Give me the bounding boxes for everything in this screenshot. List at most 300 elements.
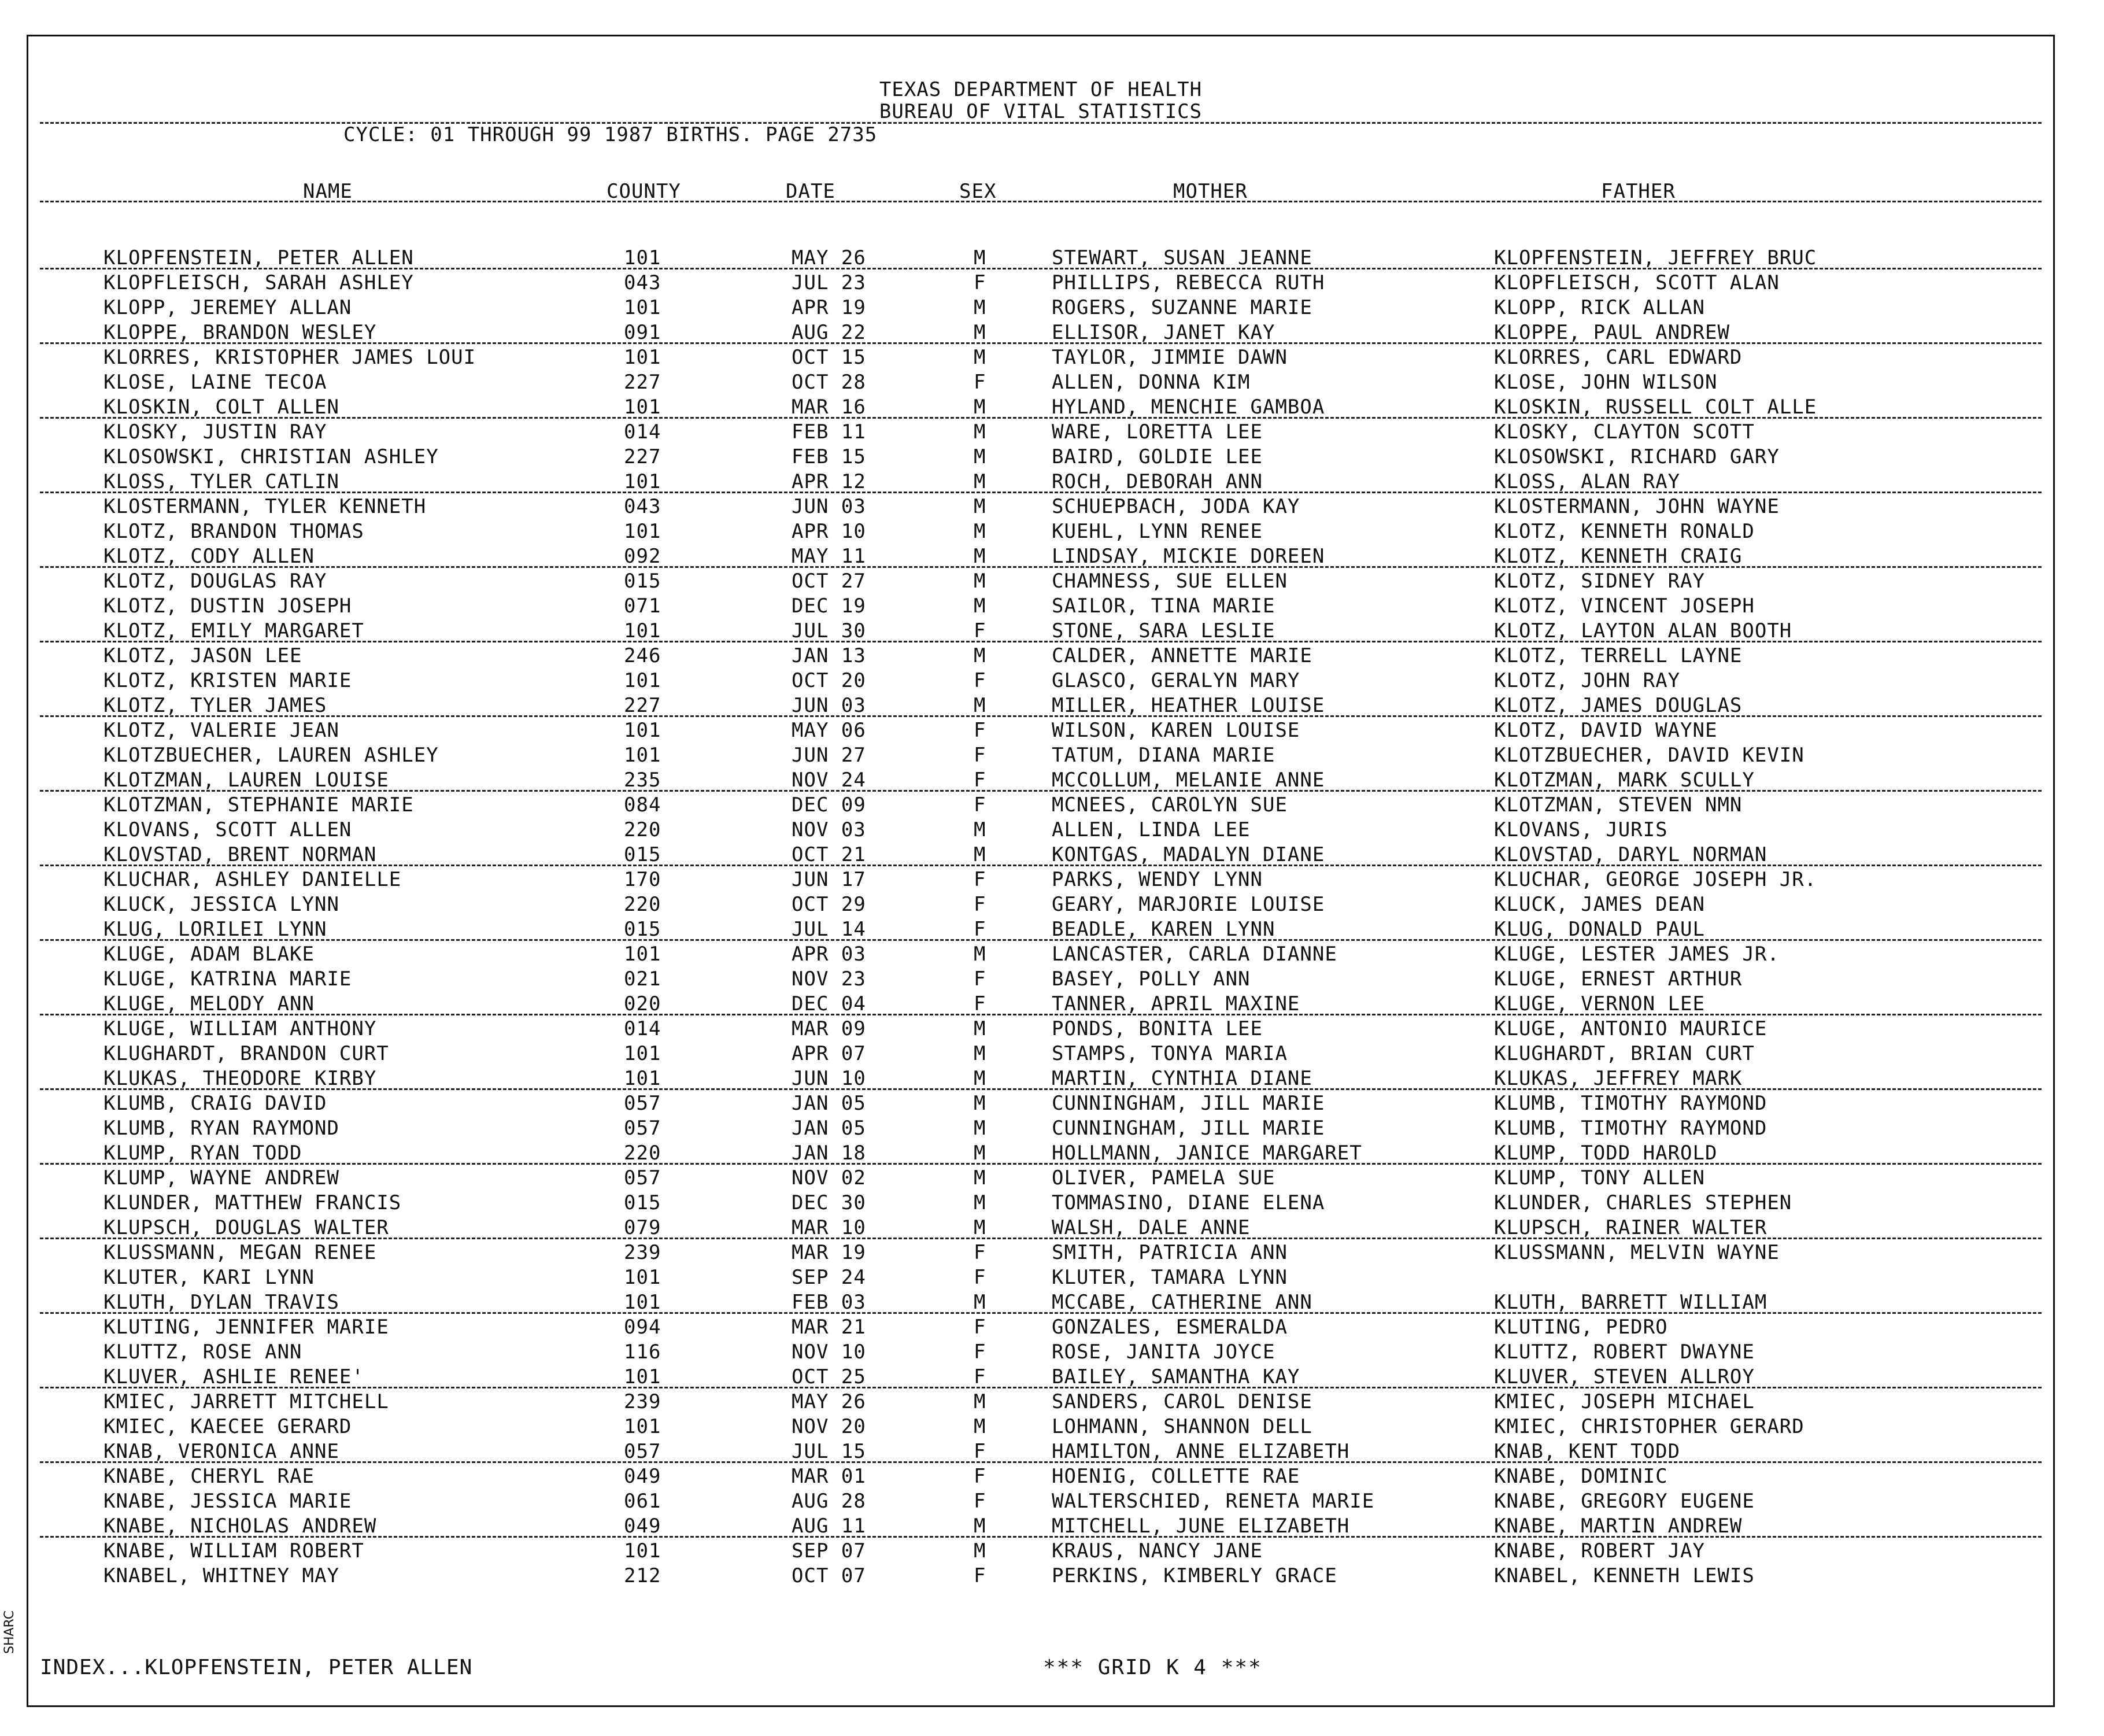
date-cell: JAN 05 — [792, 1092, 866, 1115]
name-cell: KLOPPE, BRANDON WESLEY — [103, 321, 377, 344]
county-cell: 235 — [624, 769, 661, 792]
sex-cell: M — [974, 420, 986, 444]
table-row — [28, 892, 2053, 917]
mother-cell: LINDSAY, MICKIE DOREEN — [1052, 545, 1325, 568]
mother-cell: BAIRD, GOLDIE LEE — [1052, 445, 1263, 468]
father-cell: KLUG, DONALD PAUL — [1494, 918, 1705, 941]
name-cell: KLUGE, ADAM BLAKE — [103, 943, 315, 966]
table-row — [28, 1439, 2053, 1464]
name-cell: KLUSSMANN, MEGAN RENEE — [103, 1241, 377, 1264]
county-cell: 239 — [624, 1390, 661, 1413]
name-cell: KLOTZ, VALERIE JEAN — [103, 719, 339, 742]
mother-cell: GONZALES, ESMERALDA — [1052, 1316, 1288, 1339]
table-row — [28, 867, 2053, 892]
mother-cell: MCCOLLUM, MELANIE ANNE — [1052, 769, 1325, 792]
mother-cell: HOLLMANN, JANICE MARGARET — [1052, 1142, 1362, 1165]
mother-cell: STEWART, SUSAN JEANNE — [1052, 246, 1312, 269]
date-cell: OCT 20 — [792, 669, 866, 692]
sex-cell: M — [974, 1291, 986, 1314]
father-cell: KLOTZ, JOHN RAY — [1494, 669, 1681, 692]
footer-grid-code: *** GRID K 4 *** — [1043, 1656, 1262, 1679]
date-cell: JUL 23 — [792, 271, 866, 294]
date-cell: MAY 26 — [792, 246, 866, 269]
sex-cell: M — [974, 1166, 986, 1190]
father-cell: KLUVER, STEVEN ALLROY — [1494, 1365, 1755, 1388]
county-cell: 014 — [624, 1017, 661, 1040]
table-row — [28, 1017, 2053, 1041]
county-cell: 015 — [624, 570, 661, 593]
table-row — [28, 1116, 2053, 1141]
name-cell: KLUTTZ, ROSE ANN — [103, 1340, 302, 1364]
mother-cell: ROCH, DEBORAH ANN — [1052, 470, 1263, 493]
table-row — [28, 494, 2053, 519]
sex-cell: F — [974, 1564, 986, 1587]
sex-cell: F — [974, 1266, 986, 1289]
table-row — [28, 1564, 2053, 1589]
date-cell: NOV 23 — [792, 967, 866, 991]
table-row — [28, 246, 2053, 271]
father-cell: KLOTZMAN, MARK SCULLY — [1494, 769, 1755, 792]
name-cell: KNABEL, WHITNEY MAY — [103, 1564, 339, 1587]
county-cell: 071 — [624, 594, 661, 618]
mother-cell: CHAMNESS, SUE ELLEN — [1052, 570, 1288, 593]
sex-cell: F — [974, 967, 986, 991]
county-cell: 057 — [624, 1117, 661, 1140]
father-cell: KLOTZ, LAYTON ALAN BOOTH — [1494, 619, 1792, 642]
sex-cell: M — [974, 644, 986, 667]
sex-cell: M — [974, 296, 986, 319]
date-cell: JAN 18 — [792, 1142, 866, 1165]
date-cell: SEP 24 — [792, 1266, 866, 1289]
county-cell: 116 — [624, 1340, 661, 1364]
sex-cell: M — [974, 396, 986, 419]
father-cell: KNABE, GREGORY EUGENE — [1494, 1490, 1755, 1513]
name-cell: KLOTZ, TYLER JAMES — [103, 694, 327, 717]
date-cell: OCT 07 — [792, 1564, 866, 1587]
name-cell: KLUGE, WILLIAM ANTHONY — [103, 1017, 377, 1040]
father-cell: KLUTH, BARRETT WILLIAM — [1494, 1291, 1767, 1314]
table-row — [28, 768, 2053, 793]
father-cell: KLUGHARDT, BRIAN CURT — [1494, 1042, 1755, 1065]
date-cell: JUN 03 — [792, 694, 866, 717]
county-cell: 091 — [624, 321, 661, 344]
name-cell: KLUTER, KARI LYNN — [103, 1266, 315, 1289]
father-cell: KLUCK, JAMES DEAN — [1494, 893, 1705, 916]
sex-cell: M — [974, 570, 986, 593]
mother-cell: MILLER, HEATHER LOUISE — [1052, 694, 1325, 717]
mother-cell: PHILLIPS, REBECCA RUTH — [1052, 271, 1325, 294]
date-cell: DEC 19 — [792, 594, 866, 618]
mother-cell: CUNNINGHAM, JILL MARIE — [1052, 1117, 1325, 1140]
cycle-line: CYCLE: 01 THROUGH 99 1987 BIRTHS. PAGE 2735 — [343, 123, 878, 146]
table-row — [28, 594, 2053, 619]
date-cell: APR 12 — [792, 470, 866, 493]
table-row — [28, 1216, 2053, 1240]
date-cell: APR 19 — [792, 296, 866, 319]
mother-cell: KONTGAS, MADALYN DIANE — [1052, 843, 1325, 866]
father-cell: KLOPFENSTEIN, JEFFREY BRUC — [1494, 246, 1817, 269]
name-cell: KNABE, WILLIAM ROBERT — [103, 1539, 364, 1563]
sex-cell: M — [974, 818, 986, 841]
sex-cell: M — [974, 1142, 986, 1165]
mother-cell: MCNEES, CAROLYN SUE — [1052, 793, 1288, 817]
sex-cell: M — [974, 470, 986, 493]
date-cell: JUN 17 — [792, 868, 866, 891]
county-cell: 220 — [624, 818, 661, 841]
mother-cell: HYLAND, MENCHIE GAMBOA — [1052, 396, 1325, 419]
table-row — [28, 1340, 2053, 1365]
sex-cell: F — [974, 669, 986, 692]
mother-cell: BEADLE, KAREN LYNN — [1052, 918, 1275, 941]
table-row — [28, 519, 2053, 544]
table-row — [28, 1315, 2053, 1340]
name-cell: KLOSE, LAINE TECOA — [103, 371, 327, 394]
table-row — [28, 1290, 2053, 1315]
table-row — [28, 843, 2053, 867]
table-row — [28, 1414, 2053, 1439]
mother-cell: CALDER, ANNETTE MARIE — [1052, 644, 1312, 667]
sex-cell: M — [974, 321, 986, 344]
sex-cell: M — [974, 694, 986, 717]
name-cell: KNABE, CHERYL RAE — [103, 1465, 315, 1488]
date-cell: JAN 05 — [792, 1117, 866, 1140]
county-cell: 101 — [624, 744, 661, 767]
date-cell: NOV 24 — [792, 769, 866, 792]
name-cell: KNABE, JESSICA MARIE — [103, 1490, 352, 1513]
date-cell: NOV 02 — [792, 1166, 866, 1190]
name-cell: KLOTZ, DUSTIN JOSEPH — [103, 594, 352, 618]
column-header-date: DATE — [786, 180, 835, 203]
name-cell: KLUPSCH, DOUGLAS WALTER — [103, 1216, 389, 1239]
date-cell: OCT 21 — [792, 843, 866, 866]
county-cell: 043 — [624, 271, 661, 294]
father-cell: KLUMB, TIMOTHY RAYMOND — [1494, 1117, 1767, 1140]
father-cell: KNABE, MARTIN ANDREW — [1494, 1515, 1743, 1538]
agency-title: TEXAS DEPARTMENT OF HEALTH — [879, 78, 1203, 101]
sex-cell: M — [974, 1042, 986, 1065]
mother-cell: GLASCO, GERALYN MARY — [1052, 669, 1300, 692]
column-header-county: COUNTY — [607, 180, 681, 203]
mother-cell: WALSH, DALE ANNE — [1052, 1216, 1251, 1239]
name-cell: KLUMB, RYAN RAYMOND — [103, 1117, 339, 1140]
mother-cell: SANDERS, CAROL DENISE — [1052, 1390, 1312, 1413]
table-row — [28, 1489, 2053, 1514]
name-cell: KLOTZ, KRISTEN MARIE — [103, 669, 352, 692]
date-cell: APR 10 — [792, 520, 866, 543]
county-cell: 057 — [624, 1166, 661, 1190]
sex-cell: M — [974, 1092, 986, 1115]
date-cell: JUN 10 — [792, 1067, 866, 1090]
sex-cell: F — [974, 271, 986, 294]
table-row — [28, 1514, 2053, 1539]
sex-cell: F — [974, 918, 986, 941]
sex-cell: F — [974, 1490, 986, 1513]
sex-cell: M — [974, 1017, 986, 1040]
mother-cell: HAMILTON, ANNE ELIZABETH — [1052, 1440, 1350, 1463]
table-row — [28, 1041, 2053, 1066]
sex-cell: F — [974, 1440, 986, 1463]
mother-cell: SMITH, PATRICIA ANN — [1052, 1241, 1288, 1264]
county-cell: 057 — [624, 1092, 661, 1115]
county-cell: 239 — [624, 1241, 661, 1264]
county-cell: 220 — [624, 893, 661, 916]
county-cell: 094 — [624, 1316, 661, 1339]
county-cell: 227 — [624, 445, 661, 468]
mother-cell: TATUM, DIANA MARIE — [1052, 744, 1275, 767]
father-cell: KLUMP, TODD HAROLD — [1494, 1142, 1718, 1165]
county-cell: 101 — [624, 669, 661, 692]
county-cell: 061 — [624, 1490, 661, 1513]
sex-cell: M — [974, 1117, 986, 1140]
date-cell: JUN 03 — [792, 495, 866, 518]
father-cell: KNABEL, KENNETH LEWIS — [1494, 1564, 1755, 1587]
name-cell: KLOPFENSTEIN, PETER ALLEN — [103, 246, 414, 269]
county-cell: 101 — [624, 719, 661, 742]
name-cell: KLOTZ, EMILY MARGARET — [103, 619, 364, 642]
county-cell: 220 — [624, 1142, 661, 1165]
table-row — [28, 395, 2053, 420]
county-cell: 079 — [624, 1216, 661, 1239]
father-cell: KLOTZ, TERRELL LAYNE — [1494, 644, 1743, 667]
table-row — [28, 569, 2053, 594]
father-cell: KLOSE, JOHN WILSON — [1494, 371, 1718, 394]
sex-cell: F — [974, 1241, 986, 1264]
sex-cell: M — [974, 1191, 986, 1214]
mother-cell: ELLISOR, JANET KAY — [1052, 321, 1275, 344]
mother-cell: BASEY, POLLY ANN — [1052, 967, 1251, 991]
county-cell: 057 — [624, 1440, 661, 1463]
name-cell: KLOPFLEISCH, SARAH ASHLEY — [103, 271, 414, 294]
county-cell: 101 — [624, 520, 661, 543]
mother-cell: SCHUEPBACH, JODA KAY — [1052, 495, 1300, 518]
table-row — [28, 296, 2053, 320]
date-cell: OCT 15 — [792, 346, 866, 369]
date-cell: MAY 11 — [792, 545, 866, 568]
table-row — [28, 470, 2053, 494]
date-cell: DEC 30 — [792, 1191, 866, 1214]
name-cell: KLUMP, WAYNE ANDREW — [103, 1166, 339, 1190]
sex-cell: F — [974, 868, 986, 891]
name-cell: KLUVER, ASHLIE RENEE' — [103, 1365, 364, 1388]
column-header-father: FATHER — [1601, 180, 1676, 203]
sex-cell: F — [974, 1365, 986, 1388]
sex-cell: F — [974, 893, 986, 916]
sex-cell: M — [974, 943, 986, 966]
mother-cell: TAYLOR, JIMMIE DAWN — [1052, 346, 1288, 369]
table-row — [28, 345, 2053, 370]
mother-cell: KUEHL, LYNN RENEE — [1052, 520, 1263, 543]
county-cell: 101 — [624, 396, 661, 419]
father-cell: KLOVSTAD, DARYL NORMAN — [1494, 843, 1767, 866]
mother-cell: ALLEN, LINDA LEE — [1052, 818, 1251, 841]
name-cell: KMIEC, KAECEE GERARD — [103, 1415, 352, 1438]
mother-cell: PERKINS, KIMBERLY GRACE — [1052, 1564, 1337, 1587]
mother-cell: KRAUS, NANCY JANE — [1052, 1539, 1263, 1563]
name-cell: KLUNDER, MATTHEW FRANCIS — [103, 1191, 402, 1214]
sex-cell: M — [974, 545, 986, 568]
date-cell: JUL 30 — [792, 619, 866, 642]
father-cell: KLUPSCH, RAINER WALTER — [1494, 1216, 1767, 1239]
date-cell: JUL 15 — [792, 1440, 866, 1463]
date-cell: MAR 21 — [792, 1316, 866, 1339]
mother-cell: WALTERSCHIED, RENETA MARIE — [1052, 1490, 1375, 1513]
father-cell: KNABE, ROBERT JAY — [1494, 1539, 1705, 1563]
name-cell: KLOTZMAN, LAUREN LOUISE — [103, 769, 389, 792]
name-cell: KLUMB, CRAIG DAVID — [103, 1092, 327, 1115]
sex-cell: M — [974, 1067, 986, 1090]
name-cell: KNAB, VERONICA ANNE — [103, 1440, 339, 1463]
table-row — [28, 1166, 2053, 1191]
name-cell: KLUGE, KATRINA MARIE — [103, 967, 352, 991]
mother-cell: MARTIN, CYNTHIA DIANE — [1052, 1067, 1312, 1090]
mother-cell: MCCABE, CATHERINE ANN — [1052, 1291, 1312, 1314]
date-cell: SEP 07 — [792, 1539, 866, 1563]
county-cell: 170 — [624, 868, 661, 891]
name-cell: KLUCHAR, ASHLEY DANIELLE — [103, 868, 402, 891]
date-cell: MAR 19 — [792, 1241, 866, 1264]
mother-cell: PARKS, WENDY LYNN — [1052, 868, 1263, 891]
table-row — [28, 445, 2053, 470]
father-cell: KLOSTERMANN, JOHN WAYNE — [1494, 495, 1780, 518]
county-cell: 101 — [624, 246, 661, 269]
table-row — [28, 619, 2053, 644]
date-cell: APR 03 — [792, 943, 866, 966]
name-cell: KLOSOWSKI, CHRISTIAN ASHLEY — [103, 445, 439, 468]
mother-cell: HOENIG, COLLETTE RAE — [1052, 1465, 1300, 1488]
father-cell: KLUGE, LESTER JAMES JR. — [1494, 943, 1780, 966]
county-cell: 020 — [624, 992, 661, 1015]
mother-cell: BAILEY, SAMANTHA KAY — [1052, 1365, 1300, 1388]
name-cell: KLOTZ, JASON LEE — [103, 644, 302, 667]
father-cell: KLOTZBUECHER, DAVID KEVIN — [1494, 744, 1805, 767]
name-cell: KLUGE, MELODY ANN — [103, 992, 315, 1015]
county-cell: 084 — [624, 793, 661, 817]
mother-cell: LANCASTER, CARLA DIANNE — [1052, 943, 1337, 966]
father-cell: KLUMB, TIMOTHY RAYMOND — [1494, 1092, 1767, 1115]
county-cell: 101 — [624, 619, 661, 642]
sex-cell: M — [974, 1390, 986, 1413]
name-cell: KLUTING, JENNIFER MARIE — [103, 1316, 389, 1339]
date-cell: JUL 14 — [792, 918, 866, 941]
column-header-rule — [40, 201, 2042, 202]
father-cell: KLOSOWSKI, RICHARD GARY — [1494, 445, 1780, 468]
name-cell: KLOVSTAD, BRENT NORMAN — [103, 843, 377, 866]
mother-cell: TOMMASINO, DIANE ELENA — [1052, 1191, 1325, 1214]
table-row — [28, 1390, 2053, 1414]
father-cell: KLOPPE, PAUL ANDREW — [1494, 321, 1730, 344]
header-rule — [40, 122, 2042, 124]
county-cell: 092 — [624, 545, 661, 568]
table-row — [28, 544, 2053, 569]
name-cell: KNABE, NICHOLAS ANDREW — [103, 1515, 377, 1538]
table-row — [28, 743, 2053, 768]
name-cell: KLOTZBUECHER, LAUREN ASHLEY — [103, 744, 439, 767]
mother-cell: GEARY, MARJORIE LOUISE — [1052, 893, 1325, 916]
date-cell: DEC 04 — [792, 992, 866, 1015]
mother-cell: ALLEN, DONNA KIM — [1052, 371, 1251, 394]
table-row — [28, 271, 2053, 296]
name-cell: KLUGHARDT, BRANDON CURT — [103, 1042, 389, 1065]
county-cell: 015 — [624, 918, 661, 941]
father-cell: KLOTZ, KENNETH CRAIG — [1494, 545, 1743, 568]
name-cell: KLOSS, TYLER CATLIN — [103, 470, 339, 493]
name-cell: KLOVANS, SCOTT ALLEN — [103, 818, 352, 841]
name-cell: KLOTZ, DOUGLAS RAY — [103, 570, 327, 593]
side-mark: SHARC — [2, 1610, 17, 1654]
date-cell: OCT 29 — [792, 893, 866, 916]
father-cell: KLOSKY, CLAYTON SCOTT — [1494, 420, 1755, 444]
date-cell: JUN 27 — [792, 744, 866, 767]
father-cell: KLUGE, ANTONIO MAURICE — [1494, 1017, 1767, 1040]
table-row — [28, 693, 2053, 718]
column-header-name: NAME — [303, 180, 353, 203]
county-cell: 101 — [624, 470, 661, 493]
father-cell: KLOVANS, JURIS — [1494, 818, 1668, 841]
date-cell: AUG 22 — [792, 321, 866, 344]
father-cell: KLOSKIN, RUSSELL COLT ALLE — [1494, 396, 1817, 419]
table-row — [28, 668, 2053, 693]
table-row — [28, 992, 2053, 1017]
date-cell: DEC 09 — [792, 793, 866, 817]
sex-cell: F — [974, 1316, 986, 1339]
mother-cell: SAILOR, TINA MARIE — [1052, 594, 1275, 618]
mother-cell: MITCHELL, JUNE ELIZABETH — [1052, 1515, 1350, 1538]
date-cell: FEB 15 — [792, 445, 866, 468]
father-cell: KNAB, KENT TODD — [1494, 1440, 1681, 1463]
date-cell: OCT 27 — [792, 570, 866, 593]
mother-cell: OLIVER, PAMELA SUE — [1052, 1166, 1275, 1190]
county-cell: 227 — [624, 371, 661, 394]
date-cell: AUG 28 — [792, 1490, 866, 1513]
table-row — [28, 818, 2053, 843]
sex-cell: F — [974, 793, 986, 817]
sex-cell: M — [974, 346, 986, 369]
sex-cell: M — [974, 445, 986, 468]
sex-cell: M — [974, 594, 986, 618]
date-cell: APR 07 — [792, 1042, 866, 1065]
name-cell: KLOSKY, JUSTIN RAY — [103, 420, 327, 444]
table-row — [28, 644, 2053, 668]
father-cell: KLOTZ, VINCENT JOSEPH — [1494, 594, 1755, 618]
sex-cell: M — [974, 246, 986, 269]
table-row — [28, 917, 2053, 942]
sex-cell: F — [974, 744, 986, 767]
date-cell: MAR 01 — [792, 1465, 866, 1488]
father-cell: KLOTZ, DAVID WAYNE — [1494, 719, 1718, 742]
county-cell: 101 — [624, 1365, 661, 1388]
table-row — [28, 320, 2053, 345]
date-cell: OCT 28 — [792, 371, 866, 394]
date-cell: MAR 10 — [792, 1216, 866, 1239]
father-cell: KLUGE, ERNEST ARTHUR — [1494, 967, 1743, 991]
table-row — [28, 1265, 2053, 1290]
mother-cell: ROSE, JANITA JOYCE — [1052, 1340, 1275, 1364]
mother-cell: STAMPS, TONYA MARIA — [1052, 1042, 1288, 1065]
sex-cell: F — [974, 371, 986, 394]
name-cell: KLOSKIN, COLT ALLEN — [103, 396, 339, 419]
father-cell: KMIEC, CHRISTOPHER GERARD — [1494, 1415, 1805, 1438]
county-cell: 101 — [624, 1266, 661, 1289]
report-page — [27, 35, 2055, 1707]
name-cell: KLUG, LORILEI LYNN — [103, 918, 327, 941]
mother-cell: ROGERS, SUZANNE MARIE — [1052, 296, 1312, 319]
date-cell: MAR 16 — [792, 396, 866, 419]
father-cell: KLORRES, CARL EDWARD — [1494, 346, 1743, 369]
table-row — [28, 1240, 2053, 1265]
county-cell: 101 — [624, 1067, 661, 1090]
county-cell: 015 — [624, 1191, 661, 1214]
table-row — [28, 1539, 2053, 1564]
